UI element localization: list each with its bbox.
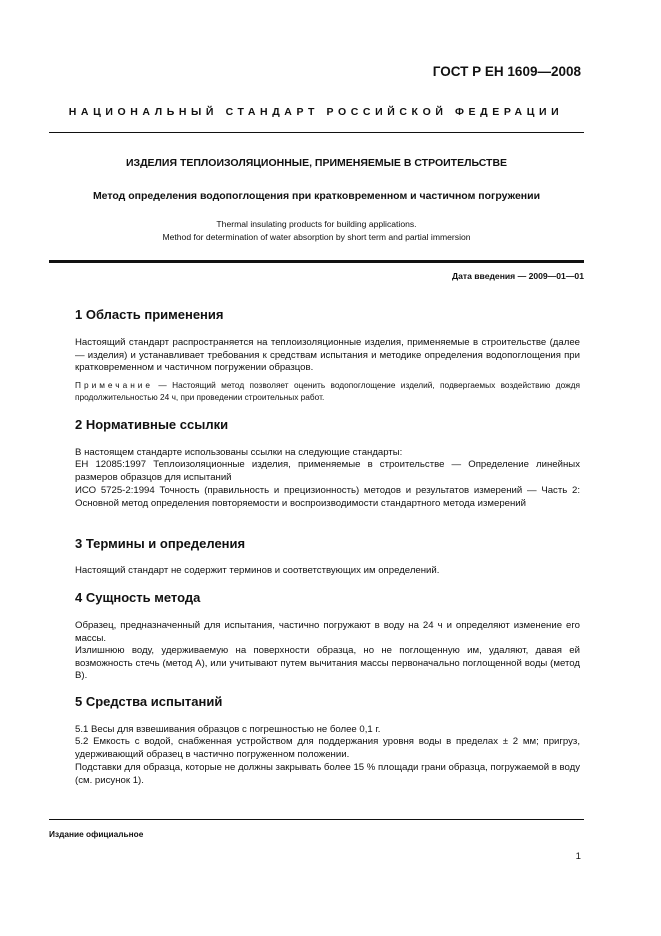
english-title-line-2: Method for determination of water absorption by short term and partial immersion: [162, 232, 471, 242]
document-title: ИЗДЕЛИЯ ТЕПЛОИЗОЛЯЦИОННЫЕ, ПРИМЕНЯЕМЫЕ В СТРОИТЕЛЬСТВЕ: [125, 157, 508, 169]
section-1-heading: 1 Область применения: [75, 307, 224, 322]
page-number: 1: [575, 851, 581, 862]
english-title-line-1: Thermal insulating products for building applications.: [216, 219, 417, 229]
standard-code: ГОСТ Р ЕН 1609—2008: [432, 64, 581, 79]
note-text: — Настоящий метод позволяет оценить водопоглощение изделий, подвергаемых воздействию дождя продолжительностью 24 ч, при проведении строительных работ.: [75, 380, 580, 402]
section-5-item-5-2: 5.2 Емкость с водой, снабженная устройством для поддержания уровня воды в пределах ± 2 мм; пригруз, удерживающий образец в частично погруженном положении.: [75, 736, 580, 760]
national-standard-banner: НАЦИОНАЛЬНЫЙ СТАНДАРТ РОССИЙСКОЙ ФЕДЕРАЦИИ: [68, 106, 564, 118]
section-2-paragraph-1: В настоящем стандарте использованы ссылки на следующие стандарты:: [75, 447, 403, 458]
title-divider: [49, 260, 584, 263]
section-1-paragraph: Настоящий стандарт распространяется на теплоизоляционные изделия, применяемые в строительстве (далее — изделия) и устанавливает требования к средствам испытания и методике определения водопоглощения при кратковременном и частичном погружении образцов.: [75, 337, 580, 373]
document-subtitle: Метод определения водопоглощения при кратковременном и частичном погружении: [92, 190, 541, 202]
section-3-paragraph: Настоящий стандарт не содержит терминов и соответствующих им определений.: [75, 565, 440, 576]
official-edition-label: Издание официальное: [49, 829, 144, 839]
english-title: [49, 218, 584, 244]
section-1-note: [75, 379, 580, 403]
section-4-paragraph-2: Излишнюю воду, удерживаемую на поверхности образца, но не поглощенную им, удаляют, давая ей возможность стечь (метод А), или учитывают путем вычитания массы первоначально поглощенной воды (метод В).: [75, 645, 580, 681]
section-3-heading: 3 Термины и определения: [75, 536, 246, 551]
section-5-supports-paragraph: Подставки для образца, которые не должны закрывать более 15 % площади грани образца, погружаемой в воду (см. рисунок 1).: [75, 762, 580, 786]
header-divider: [49, 132, 584, 133]
introduction-date: Дата введения — 2009—01—01: [451, 271, 584, 281]
section-2-reference-iso5725: ИСО 5725-2:1994 Точность (правильность и прецизионность) методов и результатов измерений — Часть 2: Основной метод определения повторяемости и воспроизводимости стандартного метода измерений: [75, 485, 580, 509]
section-2-reference-en12085: ЕН 12085:1997 Теплоизоляционные изделия, применяемые в строительстве — Определение линейных размеров образцов для испытаний: [75, 459, 580, 483]
section-5-item-5-1: 5.1 Весы для взвешивания образцов с погрешностью не более 0,1 г.: [75, 724, 381, 735]
section-4-heading: 4 Сущность метода: [75, 590, 201, 605]
section-2-heading: 2 Нормативные ссылки: [75, 417, 229, 432]
footer-divider: [49, 819, 584, 820]
section-4-paragraph-1: Образец, предназначенный для испытания, частично погружают в воду на 24 ч и определяют изменение его массы.: [75, 620, 580, 644]
note-label: Примечание: [75, 380, 154, 390]
section-5-heading: 5 Средства испытаний: [75, 694, 223, 709]
